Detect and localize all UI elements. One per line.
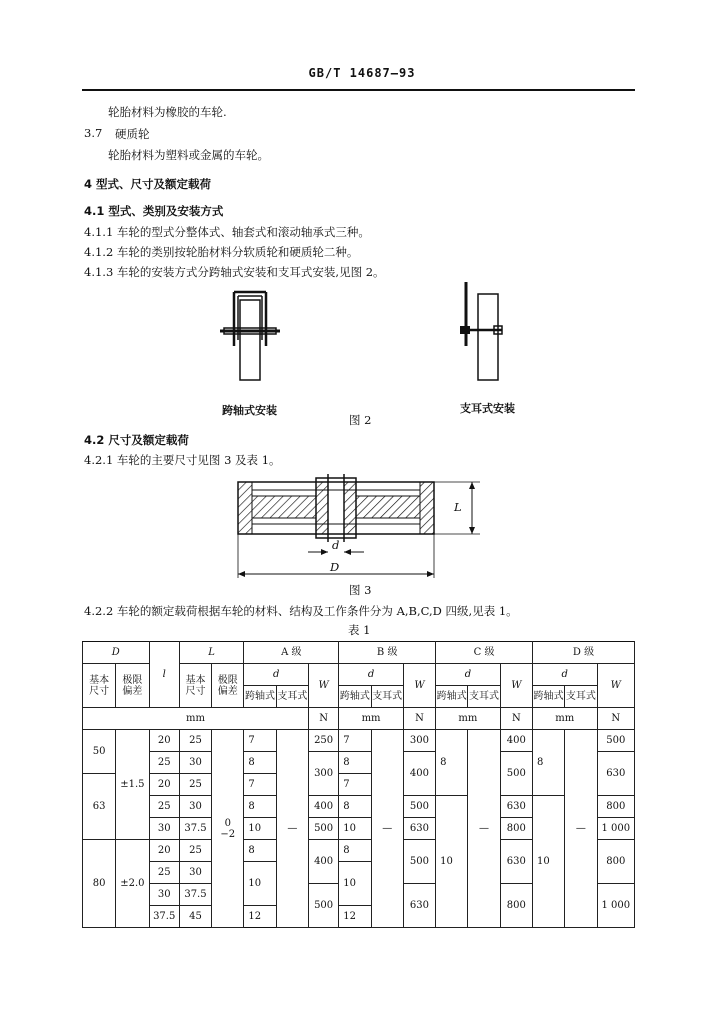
cell: 400 bbox=[500, 730, 532, 752]
text-line: 轮胎材料为塑料或金属的车轮。 bbox=[108, 148, 269, 162]
cell: 400 bbox=[403, 752, 435, 796]
cell: 800 bbox=[500, 818, 532, 840]
cell: 630 bbox=[500, 840, 532, 884]
cell: 500 bbox=[403, 796, 435, 818]
cell: 50 bbox=[83, 730, 116, 774]
cell: 500 bbox=[597, 730, 634, 752]
cell: 800 bbox=[597, 840, 634, 884]
cell: 10 bbox=[339, 862, 371, 906]
col-header: 支耳式 bbox=[565, 686, 597, 708]
cell: 25 bbox=[179, 730, 211, 752]
fig3-D-label: D bbox=[330, 560, 340, 574]
cell: 630 bbox=[500, 796, 532, 818]
cell: ±2.0 bbox=[116, 840, 149, 928]
text-line: 4.1.3 车轮的安装方式分跨轴式安装和支耳式安装,见图 2。 bbox=[84, 265, 385, 279]
col-header: 极限 偏差 bbox=[212, 664, 244, 708]
unit-cell: mm bbox=[532, 708, 597, 730]
cell: 45 bbox=[179, 906, 211, 928]
col-header: C 级 bbox=[436, 642, 533, 664]
cell: 30 bbox=[149, 884, 179, 906]
cell: 80 bbox=[83, 840, 116, 928]
cell: 630 bbox=[597, 752, 634, 796]
col-header: 支耳式 bbox=[276, 686, 308, 708]
cell: 8 bbox=[244, 796, 276, 818]
cell: 10 bbox=[532, 796, 564, 928]
table-header-row bbox=[83, 642, 635, 664]
col-header: 极限 偏差 bbox=[116, 664, 149, 708]
col-header: l bbox=[149, 642, 179, 708]
cell: 500 bbox=[403, 840, 435, 884]
cell: 630 bbox=[403, 884, 435, 928]
col-header: 支耳式 bbox=[371, 686, 403, 708]
cell: 37.5 bbox=[149, 906, 179, 928]
cell: — bbox=[276, 730, 308, 928]
cell: 12 bbox=[339, 906, 371, 928]
unit-cell: mm bbox=[339, 708, 404, 730]
figure-caption: 图 3 bbox=[349, 583, 372, 597]
section-number: 3.7 bbox=[84, 126, 103, 140]
cell: 8 bbox=[339, 796, 371, 818]
cell: 8 bbox=[339, 840, 371, 862]
cell: 10 bbox=[244, 862, 276, 906]
text-line: 轮胎材料为橡胶的车轮. bbox=[108, 105, 227, 119]
unit-cell: N bbox=[597, 708, 634, 730]
cell: 25 bbox=[179, 774, 211, 796]
col-header: d bbox=[244, 664, 309, 686]
unit-cell: N bbox=[403, 708, 435, 730]
fig2-left-label: 跨轴式安装 bbox=[222, 404, 277, 417]
page-header: GB/T 14687—93 bbox=[308, 66, 416, 80]
cell: 20 bbox=[149, 730, 179, 752]
cell: 300 bbox=[308, 752, 338, 796]
cell: 25 bbox=[149, 796, 179, 818]
cell: 37.5 bbox=[179, 818, 211, 840]
cell: 10 bbox=[436, 796, 468, 928]
cell: — bbox=[468, 730, 500, 928]
straddle-mount-drawing bbox=[200, 280, 320, 400]
cell: 400 bbox=[308, 796, 338, 818]
cell: 25 bbox=[149, 752, 179, 774]
cell: 12 bbox=[244, 906, 276, 928]
cell: 400 bbox=[308, 840, 338, 884]
cell: 630 bbox=[403, 818, 435, 840]
cell: 7 bbox=[339, 730, 371, 752]
col-header: 跨轴式 bbox=[436, 686, 468, 708]
cell: 30 bbox=[179, 796, 211, 818]
col-header: B 级 bbox=[339, 642, 436, 664]
cell: 8 bbox=[244, 752, 276, 774]
col-header: 支耳式 bbox=[468, 686, 500, 708]
cell: 8 bbox=[244, 840, 276, 862]
col-header: d bbox=[436, 664, 501, 686]
cell: 37.5 bbox=[179, 884, 211, 906]
col-header: D bbox=[83, 642, 150, 664]
cell: 500 bbox=[308, 884, 338, 928]
col-header: L bbox=[179, 642, 244, 664]
col-header: W bbox=[500, 664, 532, 708]
cell: 1 000 bbox=[597, 884, 634, 928]
table-row bbox=[83, 796, 635, 818]
cell: 300 bbox=[403, 730, 435, 752]
unit-cell: N bbox=[308, 708, 338, 730]
text-line: 4.1.1 车轮的型式分整体式、轴套式和滚动轴承式三种。 bbox=[84, 225, 370, 239]
cell: 7 bbox=[244, 730, 276, 752]
section-heading: 4.2 尺寸及额定载荷 bbox=[84, 433, 189, 447]
section-heading: 4 型式、尺寸及额定载荷 bbox=[84, 177, 212, 191]
cell: — bbox=[371, 730, 403, 928]
cell: 800 bbox=[597, 796, 634, 818]
text-line: 4.1.2 车轮的类别按轮胎材料分软质轮和硬质轮二种。 bbox=[84, 245, 359, 259]
text-line: 4.2.1 车轮的主要尺寸见图 3 及表 1。 bbox=[84, 453, 281, 467]
col-header: d bbox=[339, 664, 404, 686]
text-line: 硬质轮 bbox=[115, 127, 150, 141]
cell: 20 bbox=[149, 774, 179, 796]
cell: 30 bbox=[149, 818, 179, 840]
col-header: 跨轴式 bbox=[532, 686, 564, 708]
cell: ±1.5 bbox=[116, 730, 149, 840]
cell: 250 bbox=[308, 730, 338, 752]
cell: 500 bbox=[308, 818, 338, 840]
cell: 8 bbox=[339, 752, 371, 774]
cell: 7 bbox=[339, 774, 371, 796]
cell: 10 bbox=[244, 818, 276, 840]
text-line: 4.2.2 车轮的额定载荷根据车轮的材料、结构及工作条件分为 A,B,C,D 四级,见表 1。 bbox=[84, 604, 518, 618]
fig3-L-label: L bbox=[454, 500, 462, 514]
table-title: 表 1 bbox=[348, 623, 371, 637]
cell: 10 bbox=[339, 818, 371, 840]
cell: 20 bbox=[149, 840, 179, 862]
col-header: W bbox=[403, 664, 435, 708]
cell: 0 −2 bbox=[212, 730, 244, 928]
col-header: 基本 尺寸 bbox=[83, 664, 116, 708]
col-header: 跨轴式 bbox=[244, 686, 276, 708]
cell: 500 bbox=[500, 752, 532, 796]
cell: 8 bbox=[436, 730, 468, 796]
col-header: 基本 尺寸 bbox=[179, 664, 211, 708]
load-rating-table bbox=[82, 641, 635, 928]
col-header: W bbox=[308, 664, 338, 708]
cell: 63 bbox=[83, 774, 116, 840]
fig3-d-label: d bbox=[332, 538, 340, 552]
cell: — bbox=[565, 730, 597, 928]
cell: 30 bbox=[179, 752, 211, 774]
fig2-right-label: 支耳式安装 bbox=[460, 402, 515, 415]
cell: 7 bbox=[244, 774, 276, 796]
table-row bbox=[83, 730, 635, 752]
col-header: 跨轴式 bbox=[339, 686, 371, 708]
col-header: W bbox=[597, 664, 634, 708]
section-heading: 4.1 型式、类别及安装方式 bbox=[84, 204, 224, 218]
col-header: d bbox=[532, 664, 597, 686]
figure-caption: 图 2 bbox=[349, 413, 372, 427]
col-header: A 级 bbox=[244, 642, 339, 664]
unit-cell: mm bbox=[436, 708, 501, 730]
cell: 8 bbox=[532, 730, 564, 796]
table-unit-row bbox=[83, 708, 635, 730]
header-rule bbox=[82, 89, 635, 91]
cell: 1 000 bbox=[597, 818, 634, 840]
col-header: D 级 bbox=[532, 642, 634, 664]
wheel-section-drawing bbox=[228, 466, 498, 590]
unit-cell: N bbox=[500, 708, 532, 730]
unit-cell: mm bbox=[83, 708, 309, 730]
bracket-mount-drawing bbox=[450, 280, 520, 400]
cell: 25 bbox=[179, 840, 211, 862]
cell: 800 bbox=[500, 884, 532, 928]
cell: 30 bbox=[179, 862, 211, 884]
cell: 25 bbox=[149, 862, 179, 884]
